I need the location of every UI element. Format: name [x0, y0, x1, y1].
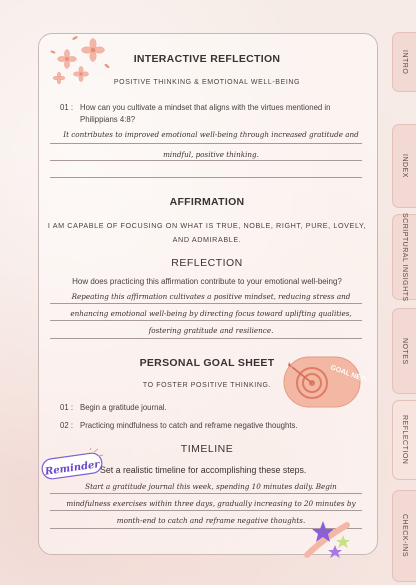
divider [50, 338, 362, 339]
tab-label: INTRO [401, 49, 408, 75]
tab-intro[interactable] [392, 32, 416, 92]
divider [50, 303, 362, 304]
divider [50, 320, 362, 321]
goal-target-icon [282, 355, 368, 409]
answer-line[interactable]: Repeating this affirmation cultivates a positive mindset, reducing stress and [71, 292, 351, 301]
question-number: 01 : [60, 103, 74, 112]
reminder-sticker-icon [38, 448, 108, 484]
divider [50, 493, 362, 494]
tab-label: SCRIPTURAL INSIGHTS [401, 212, 408, 302]
answer-line[interactable]: Start a gratitude journal this week, spending 10 minutes daily. Begin [85, 482, 337, 491]
divider [50, 143, 362, 144]
answer-line[interactable]: mindfulness exercises within three days, gradually increasing to 20 minutes by [66, 499, 356, 508]
affirmation-title: AFFIRMATION [169, 196, 245, 208]
tab-index[interactable] [392, 124, 416, 208]
interactive-reflection-subtitle: POSITIVE THINKING & EMOTIONAL WELL-BEING [113, 79, 301, 86]
affirmation-line: I AM CAPABLE OF FOCUSING ON WHAT IS TRUE, NOBLE, RIGHT, PURE, LOVELY, [47, 221, 367, 230]
goal-sheet-subtitle: TO FOSTER POSITIVE THINKING. [142, 382, 272, 389]
interactive-reflection-title: INTERACTIVE REFLECTION [133, 53, 281, 65]
tab-label: INDEX [401, 154, 408, 178]
answer-line[interactable]: fostering gratitude and resilience. [148, 326, 274, 335]
answer-line[interactable]: month-end to catch and reframe negative thoughts. [116, 516, 306, 525]
tab-label: REFLECTION [401, 415, 408, 465]
answer-line[interactable]: It contributes to improved emotional well-being through increased gratitude and [63, 130, 359, 139]
affirmation-line: AND ADMIRABLE. [172, 235, 242, 244]
answer-line[interactable]: enhancing emotional well-being by directing focus toward uplifting qualities, [70, 309, 352, 318]
tab-scriptural-insights[interactable] [392, 214, 416, 300]
tab-label: NOTES [401, 337, 408, 365]
goal-item: Begin a gratitude journal. [80, 403, 167, 412]
divider [50, 160, 362, 161]
reminder-text: Reminder [44, 459, 101, 478]
tab-reflection[interactable] [392, 400, 416, 480]
divider [50, 510, 362, 511]
reflection-title: REFLECTION [171, 257, 243, 269]
timeline-title: TIMELINE [180, 443, 234, 455]
tab-label: CHECK-INS [401, 514, 408, 558]
question-text: How can you cultivate a mindset that aligns with the virtues mentioned in Philippians 4:8? [80, 103, 331, 124]
answer-line[interactable]: mindful, positive thinking. [163, 150, 259, 159]
goal-number: 01 : [60, 403, 74, 412]
divider [50, 177, 362, 178]
goal-sheet-title: PERSONAL GOAL SHEET [139, 357, 275, 369]
tab-check-ins[interactable] [392, 490, 416, 582]
goal-number: 02 : [60, 421, 74, 430]
stars-icon [303, 515, 359, 561]
reflection-question: How does practicing this affirmation contribute to your emotional well-being? [72, 277, 342, 286]
timeline-prompt: Set a realistic timeline for accomplishing these steps. [100, 465, 307, 475]
tab-notes[interactable] [392, 308, 416, 394]
sticker-text: GOAL NET! [329, 364, 368, 385]
goal-item: Practicing mindfulness to catch and reframe negative thoughts. [80, 421, 298, 430]
